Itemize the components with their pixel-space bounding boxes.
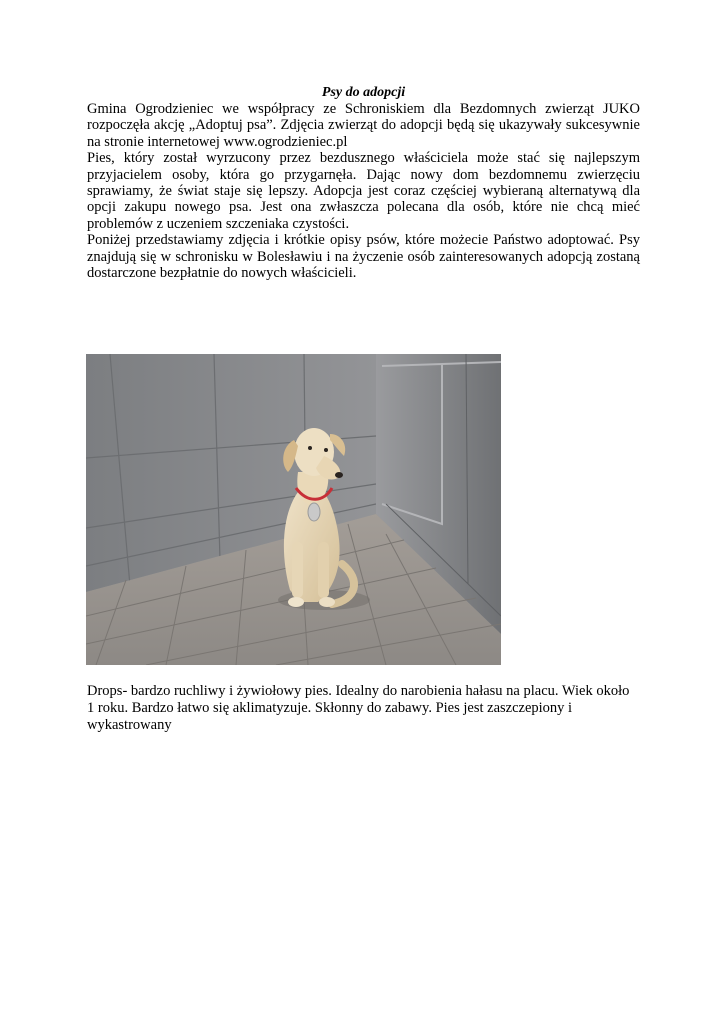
- adoption-benefits-paragraph: Pies, który został wyrzucony przez bezdusznego właściciela może stać się najlepszym przyjacielem osoby, która go przygarnęła. Dając nowy dom bezdomnemu zwierzęciu sprawiamy, że świat staje się lepszy. Adopcja jest coraz częściej wybieraną alternatywą dla opcji zakupu nowego psa. Jest ona zwłaszcza polecana dla osób, które nie chcą mieć problemów z uczeniem szczeniaka czystości.: [87, 150, 640, 232]
- document-body: [87, 84, 640, 281]
- dog-description: Drops- bardzo ruchliwy i żywiołowy pies. Idealny do narobienia hałasu na placu. Wiek około 1 roku. Bardzo łatwo się aklimatyzuje. Skłonny do zabawy. Pies jest zaszczepiony i wykastrowany: [87, 683, 630, 733]
- dog-photo-illustration: [86, 354, 501, 665]
- dog-photo: [86, 354, 501, 665]
- document-title: Psy do adopcji: [321, 85, 406, 100]
- intro-paragraph: Gmina Ogrodzieniec we współpracy ze Schroniskiem dla Bezdomnych zwierząt JUKO rozpoczęła akcję „Adoptuj psa”. Zdjęcia zwierząt do adopcji będą się ukazywały sukcesywnie na stronie internetowej www.ogrodzieniec.pl: [87, 101, 640, 150]
- shelter-info-paragraph: Poniżej przedstawiamy zdjęcia i krótkie opisy psów, które możecie Państwo adoptować. Psy znajdują się w schronisku w Bolesławiu i na życzenie osób zainteresowanych adopcją zostaną dostarczone bezpłatnie do nowych właścicieli.: [87, 232, 640, 282]
